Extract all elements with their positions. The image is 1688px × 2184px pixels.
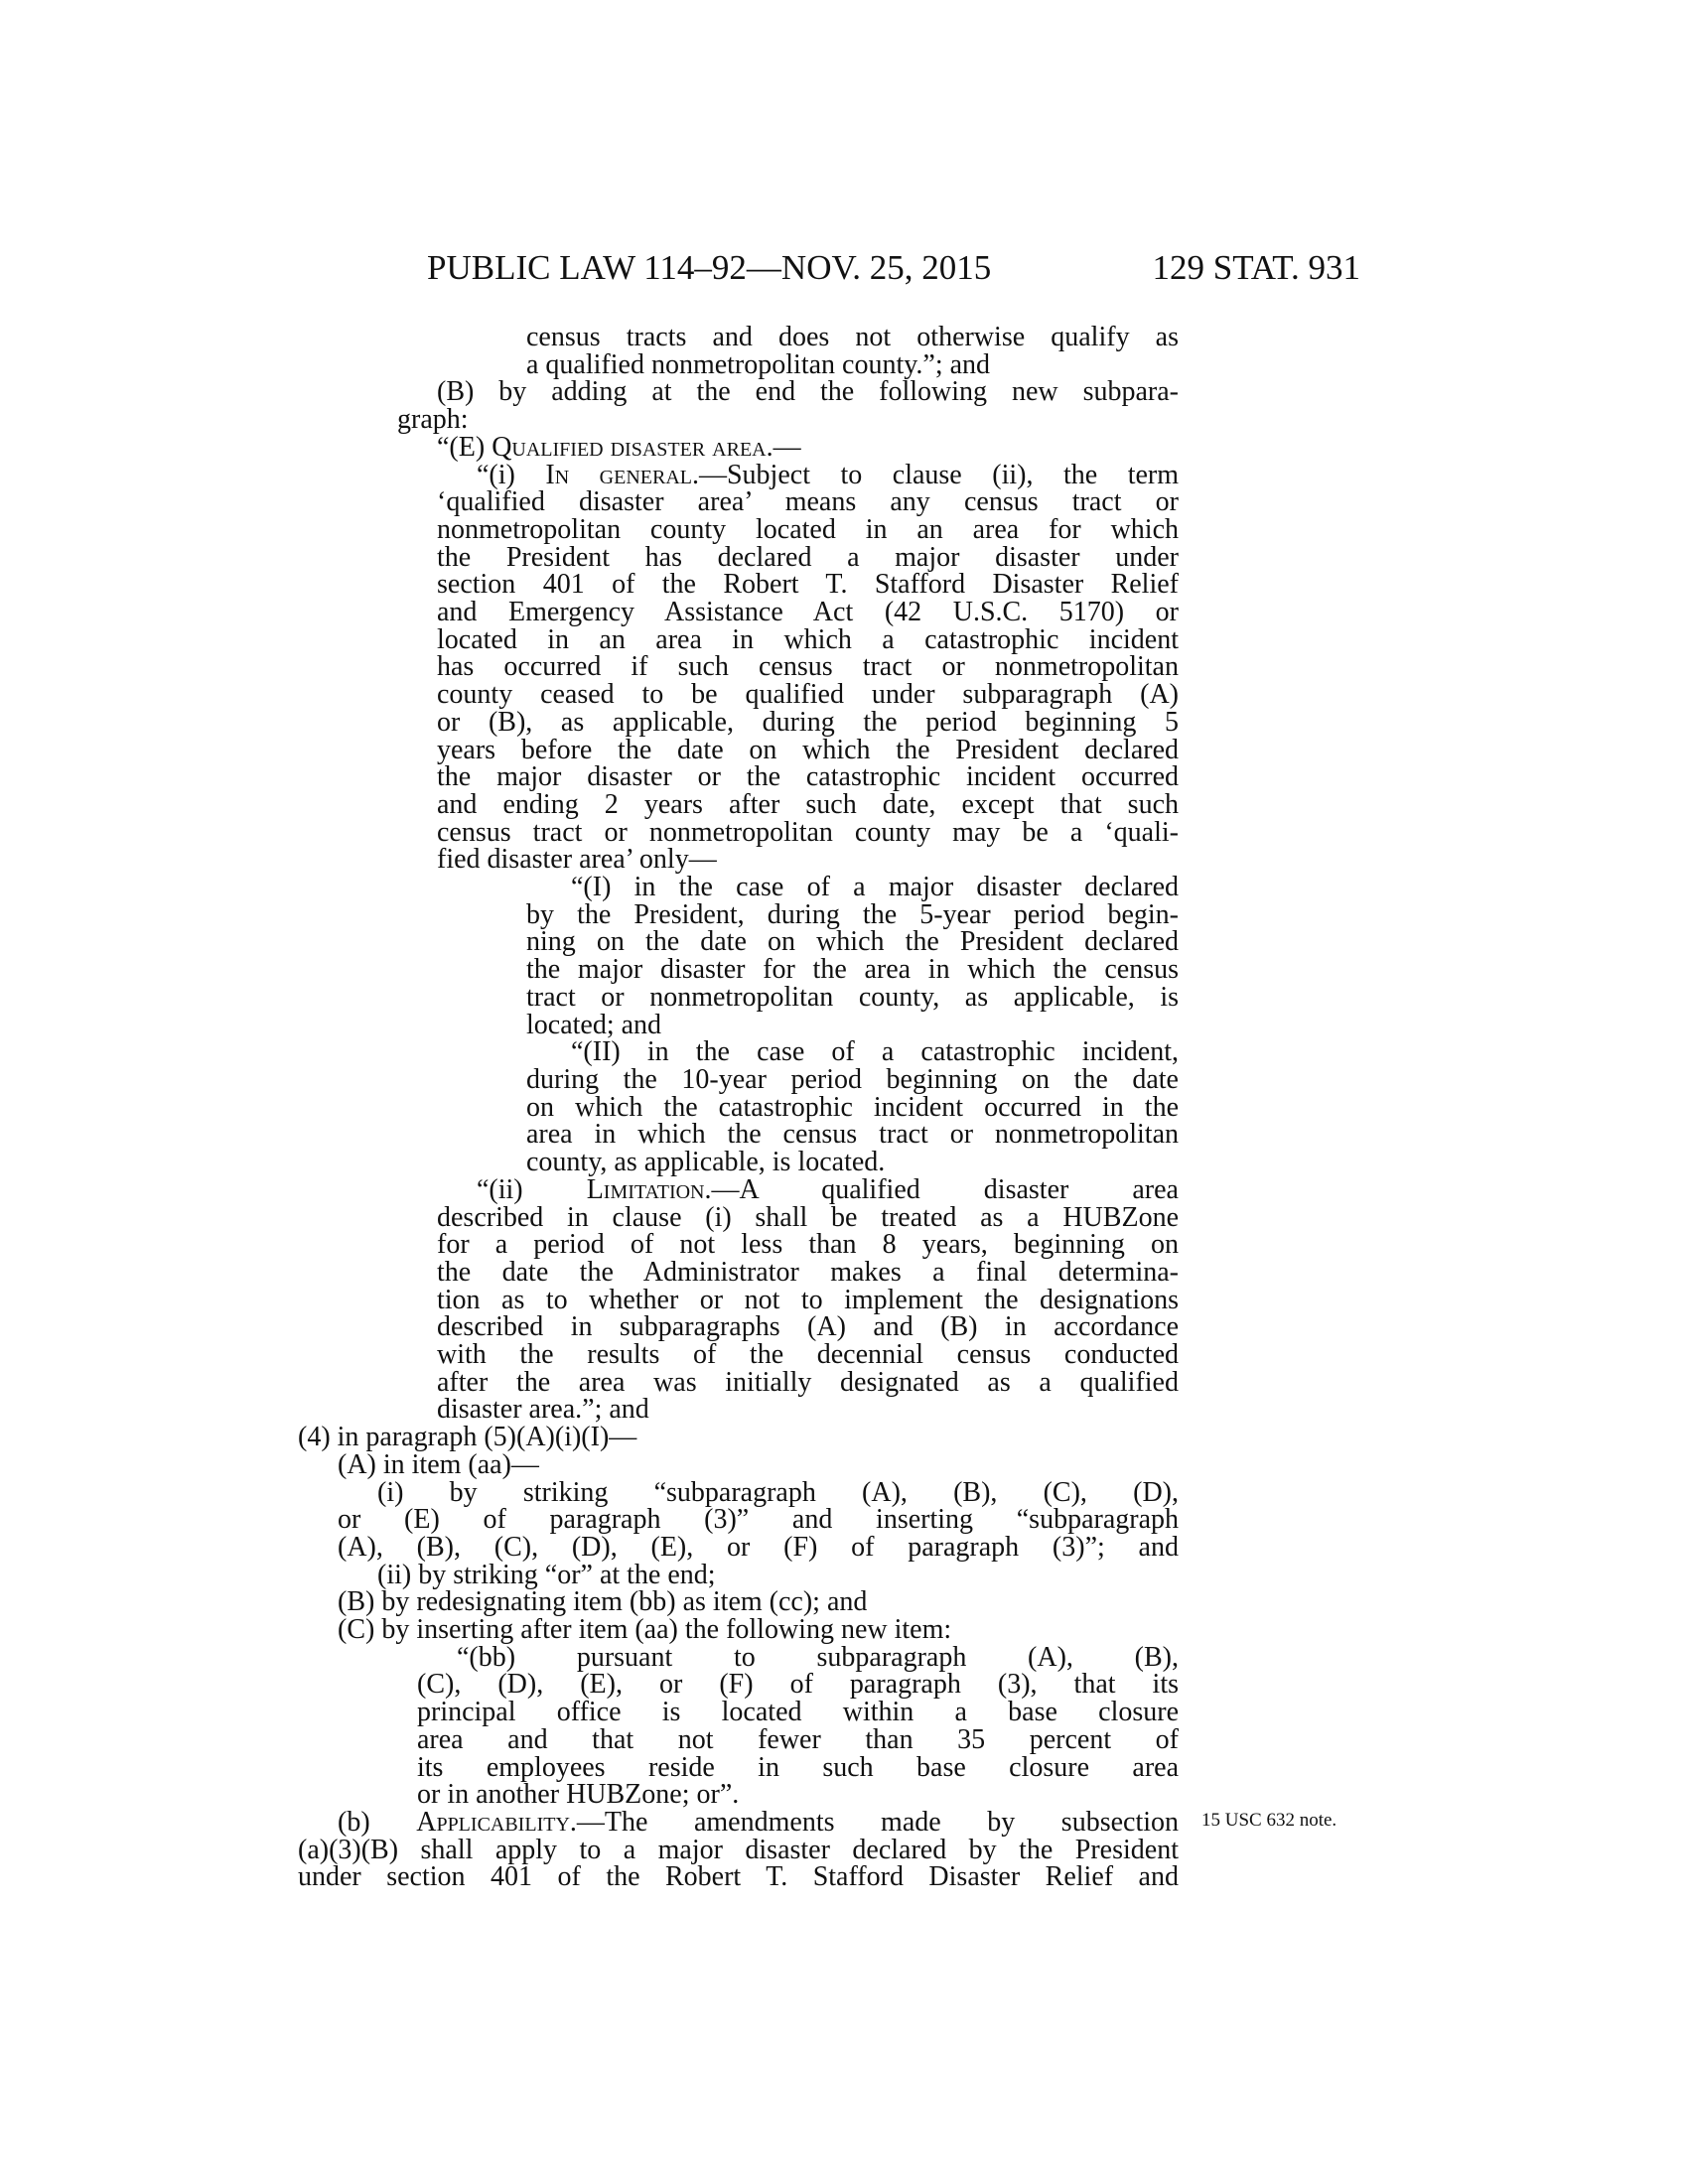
text-line: area in which the census tract or nonmetropolitan	[526, 1119, 1179, 1151]
text-line: during the 10-year period beginning on the date	[526, 1063, 1179, 1095]
text-line: by the President, during the 5-year period begin-	[526, 898, 1179, 930]
text-line: graph:	[397, 404, 469, 436]
line-prefix: “(ii)	[477, 1173, 587, 1205]
body-text	[298, 324, 1179, 1891]
text-line: or in another HUBZone; or”.	[417, 1779, 740, 1811]
page-header	[427, 246, 1360, 290]
text-line: its employees reside in such base closure area	[417, 1751, 1179, 1783]
line-prefix: “(i)	[477, 459, 546, 490]
text-line: “(II) in the case of a catastrophic incident,	[571, 1036, 1179, 1068]
text-line: “(I) in the case of a major disaster declared	[571, 872, 1179, 903]
text-line: located in an area in which a catastrophic incident	[437, 623, 1179, 655]
text-line: nonmetropolitan county located in an area for which	[437, 513, 1179, 545]
line-prefix: “(E)	[437, 431, 492, 463]
heading-smallcaps: Qualified disaster area	[492, 431, 767, 463]
text-line: county ceased to be qualified under subparagraph (A)	[437, 679, 1179, 711]
margin-citation-note: 15 USC 632 note.	[1201, 1810, 1337, 1831]
text-line: “(bb) pursuant to subparagraph (A), (B),	[457, 1641, 1179, 1673]
text-line: (i) by striking “subparagraph (A), (B), (C), (D),	[377, 1476, 1179, 1508]
header-statute-page: 129 STAT. 931	[1152, 248, 1360, 287]
text-line: (A) in item (aa)—	[338, 1448, 539, 1480]
text-line	[477, 459, 1180, 490]
text-line: the President has declared a major disaster under	[437, 541, 1179, 573]
text-line: (a)(3)(B) shall apply to a major disaster declared by the President	[298, 1834, 1179, 1865]
text-line: (ii) by striking “or” at the end;	[377, 1559, 716, 1590]
text-line: a qualified nonmetropolitan county.”; and	[526, 348, 991, 380]
text-line: (4) in paragraph (5)(A)(i)(I)—	[298, 1422, 637, 1453]
line-suffix: .—A qualified disaster area	[704, 1173, 1179, 1205]
text-line: census tracts and does not otherwise qualify as	[526, 322, 1179, 352]
line-prefix: (b)	[338, 1806, 417, 1838]
line-suffix: .—Subject to clause (ii), the term	[691, 459, 1180, 490]
text-line: and Emergency Assistance Act (42 U.S.C. 5170) or	[437, 597, 1179, 628]
text-line: (A), (B), (C), (D), (E), or (F) of paragraph (3)”; and	[338, 1531, 1179, 1563]
text-line: on which the catastrophic incident occurred in the	[526, 1091, 1179, 1123]
text-line: section 401 of the Robert T. Stafford Disaster Relief	[437, 569, 1179, 601]
text-line: (C) by inserting after item (aa) the following new item:	[338, 1614, 952, 1646]
text-line: (B) by adding at the end the following new subpara-	[437, 376, 1179, 408]
text-line: (B) by redesignating item (bb) as item (cc); and	[338, 1586, 868, 1618]
text-line	[437, 431, 1179, 463]
text-line: the major disaster for the area in which the census	[526, 954, 1179, 986]
heading-smallcaps: Limitation	[586, 1173, 705, 1205]
text-line: located; and	[526, 1009, 662, 1040]
text-line: after the area was initially designated as a qualified	[437, 1366, 1179, 1398]
text-line: for a period of not less than 8 years, beginning on	[437, 1229, 1179, 1261]
line-suffix: .—	[766, 431, 801, 463]
text-line: area and that not fewer than 35 percent of	[417, 1723, 1179, 1755]
line-suffix: .—The amendments made by subsection	[569, 1806, 1180, 1838]
text-line: described in clause (i) shall be treated as a HUBZone	[437, 1201, 1179, 1233]
text-line: disaster area.”; and	[437, 1394, 649, 1426]
text-line: or (E) of paragraph (3)” and inserting “subparagraph	[338, 1504, 1179, 1536]
header-law-title: PUBLIC LAW 114–92—NOV. 25, 2015	[427, 248, 992, 287]
text-line: described in subparagraphs (A) and (B) in accordance	[437, 1311, 1179, 1343]
text-line: principal office is located within a base closure	[417, 1697, 1179, 1728]
text-line: fied disaster area’ only—	[437, 844, 717, 876]
text-line: with the results of the decennial census conducted	[437, 1339, 1179, 1371]
text-line	[477, 1173, 1179, 1205]
text-line	[338, 1806, 1180, 1838]
heading-smallcaps: Applicability	[416, 1806, 570, 1838]
text-line: tract or nonmetropolitan county, as applicable, is	[526, 981, 1179, 1013]
text-line: county, as applicable, is located.	[526, 1147, 886, 1178]
text-line: the major disaster or the catastrophic incident occurred	[437, 761, 1179, 793]
text-line: the date the Administrator makes a final determina-	[437, 1256, 1179, 1288]
text-line: census tract or nonmetropolitan county may be a ‘quali-	[437, 816, 1179, 848]
heading-smallcaps: In general	[545, 459, 692, 490]
text-line: and ending 2 years after such date, except that such	[437, 788, 1179, 820]
text-line: under section 401 of the Robert T. Stafford Disaster Relief and	[298, 1861, 1179, 1893]
text-line: has occurred if such census tract or nonmetropolitan	[437, 651, 1179, 683]
text-line: ‘qualified disaster area’ means any census tract or	[437, 486, 1179, 518]
text-line: tion as to whether or not to implement the designations	[437, 1284, 1179, 1315]
text-line: or (B), as applicable, during the period beginning 5	[437, 706, 1179, 738]
text-line: (C), (D), (E), or (F) of paragraph (3), that its	[417, 1669, 1179, 1701]
text-line: years before the date on which the President declared	[437, 734, 1179, 765]
text-line: ning on the date on which the President declared	[526, 926, 1179, 958]
